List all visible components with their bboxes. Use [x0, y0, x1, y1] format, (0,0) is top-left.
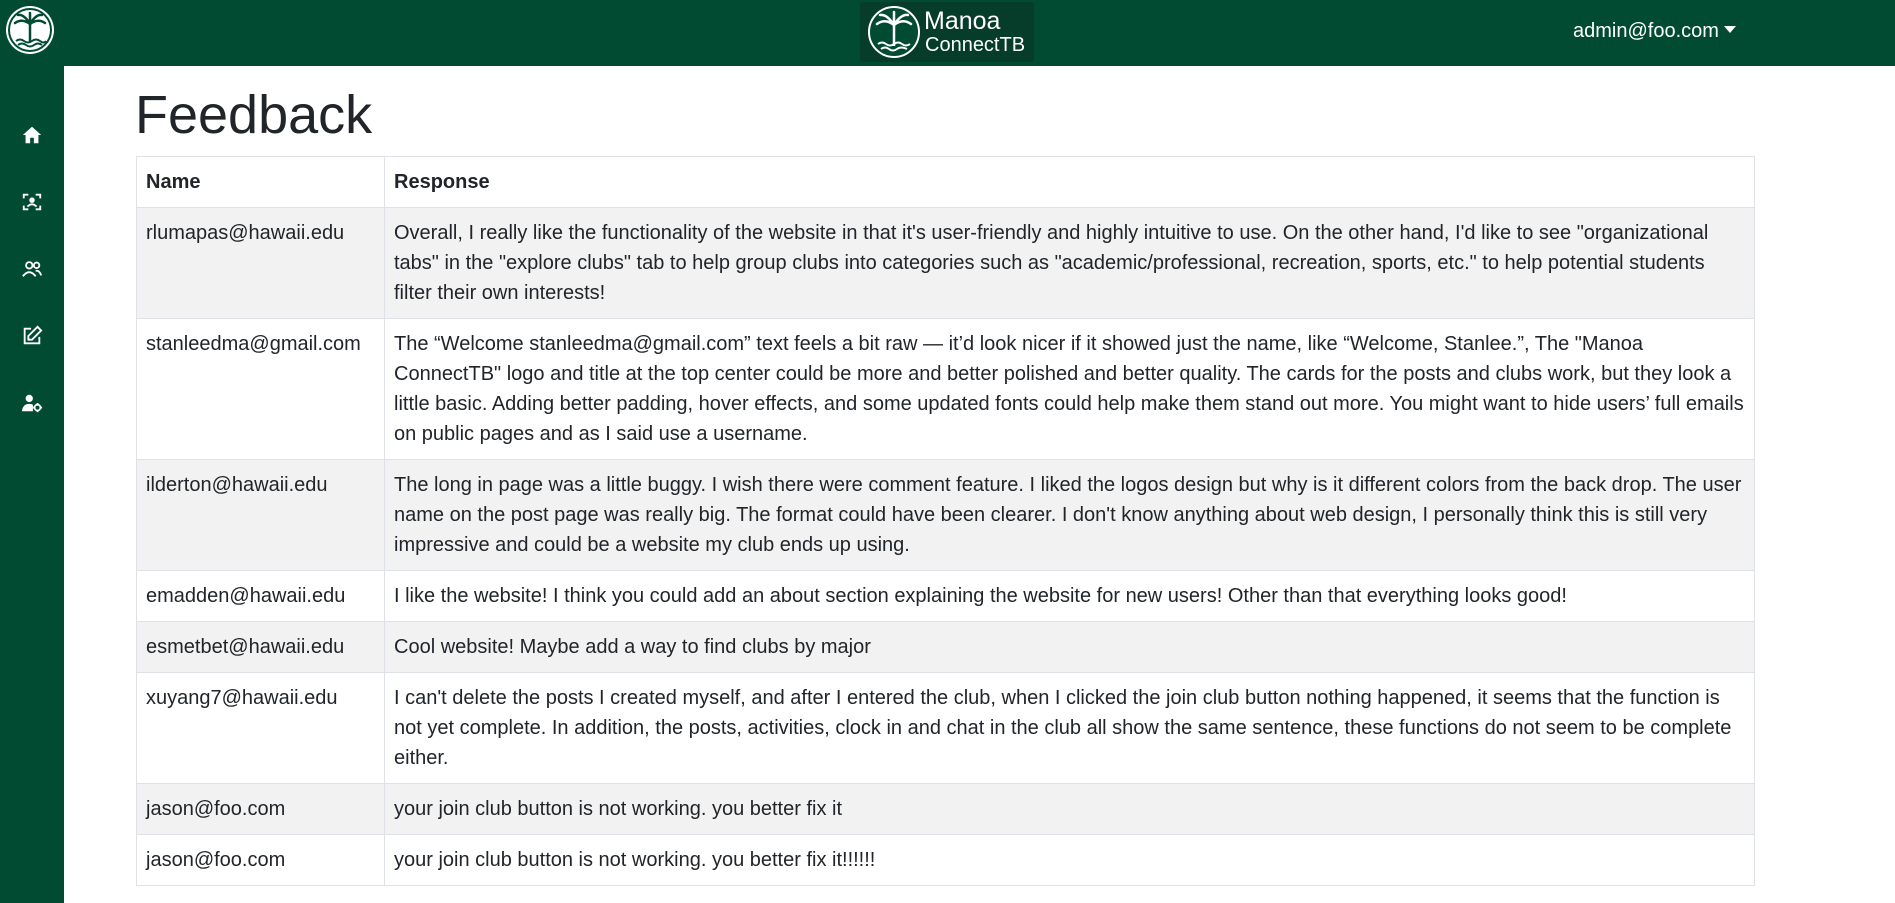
brand-home-link[interactable] — [860, 2, 1034, 62]
table-row — [137, 571, 1755, 622]
top-navbar — [0, 0, 1895, 66]
users-icon — [21, 258, 43, 280]
id-badge-icon — [21, 191, 43, 213]
feedback-name: xuyang7@hawaii.edu — [137, 673, 385, 784]
caret-down-icon — [1724, 26, 1736, 33]
feedback-name: jason@foo.com — [137, 835, 385, 886]
palm-tree-logo-icon[interactable] — [6, 6, 54, 54]
brand-subtitle: ConnectTB — [925, 34, 1026, 56]
feedback-response: I can't delete the posts I created myself, and after I entered the club, when I clicked the join club button nothing happened, it seems that the function is not yet complete. In addition, the posts, activities, clock in and chat in the club all show the same sentence, these functions do not seem to be complete either. — [385, 673, 1755, 784]
feedback-name: esmetbet@hawaii.edu — [137, 622, 385, 673]
user-email: admin@foo.com — [1573, 20, 1719, 42]
table-row — [137, 460, 1755, 571]
brand-title: Manoa — [924, 7, 1001, 35]
home-icon — [21, 124, 43, 146]
feedback-response: your join club button is not working. you better fix it — [385, 784, 1755, 835]
feedback-response: The long in page was a little buggy. I wish there were comment feature. I liked the logos design but why is it different colors from the back drop. The user name on the post page was really big. The format could have been clearer. I don't know anything about web design, I personally think this is still very impressive and could be a website my club ends up using. — [385, 460, 1755, 571]
feedback-response: your join club button is not working. you better fix it!!!!!! — [385, 835, 1755, 886]
feedback-response: Cool website! Maybe add a way to find clubs by major — [385, 622, 1755, 673]
table-row — [137, 835, 1755, 886]
user-dropdown[interactable] — [1573, 18, 1736, 44]
brand-logo-icon — [866, 4, 922, 60]
sidebar-item-home[interactable] — [12, 115, 52, 155]
sidebar-item-clubs[interactable] — [12, 249, 52, 289]
table-header-row — [137, 157, 1755, 208]
sidebar-item-profile[interactable] — [12, 182, 52, 222]
sidebar-item-admin[interactable] — [12, 383, 52, 423]
feedback-response: Overall, I really like the functionality of the website in that it's user-friendly and highly intuitive to use. On the other hand, I'd like to see "organizational tabs" in the "explore clubs" tab to help group clubs into categories such as "academic/professional, recreation, sports, etc." to help potential students filter their own interests! — [385, 208, 1755, 319]
edit-icon — [21, 325, 43, 347]
column-header-name: Name — [137, 157, 385, 208]
feedback-name: ilderton@hawaii.edu — [137, 460, 385, 571]
feedback-name: rlumapas@hawaii.edu — [137, 208, 385, 319]
table-row — [137, 319, 1755, 460]
sidebar — [0, 66, 64, 903]
table-row — [137, 784, 1755, 835]
table-row — [137, 208, 1755, 319]
feedback-table — [136, 156, 1755, 886]
feedback-response: I like the website! I think you could add an about section explaining the website for new users! Other than that everything looks good! — [385, 571, 1755, 622]
feedback-name: stanleedma@gmail.com — [137, 319, 385, 460]
table-row — [137, 673, 1755, 784]
page-title: Feedback — [135, 85, 373, 145]
column-header-response: Response — [385, 157, 1755, 208]
feedback-name: emadden@hawaii.edu — [137, 571, 385, 622]
table-row — [137, 622, 1755, 673]
sidebar-item-posts[interactable] — [12, 316, 52, 356]
user-settings-icon — [21, 392, 43, 414]
feedback-name: jason@foo.com — [137, 784, 385, 835]
feedback-response: The “Welcome stanleedma@gmail.com” text feels a bit raw — it’d look nicer if it showed just the name, like “Welcome, Stanlee.”, The "Manoa ConnectTB" logo and title at the top center could be more and better polished and better quality. The cards for the posts and clubs work, but they look a little basic. Adding better padding, hover effects, and some updated fonts could help make them stand out more. You might want to hide users’ full emails on public pages and as I said use a username. — [385, 319, 1755, 460]
